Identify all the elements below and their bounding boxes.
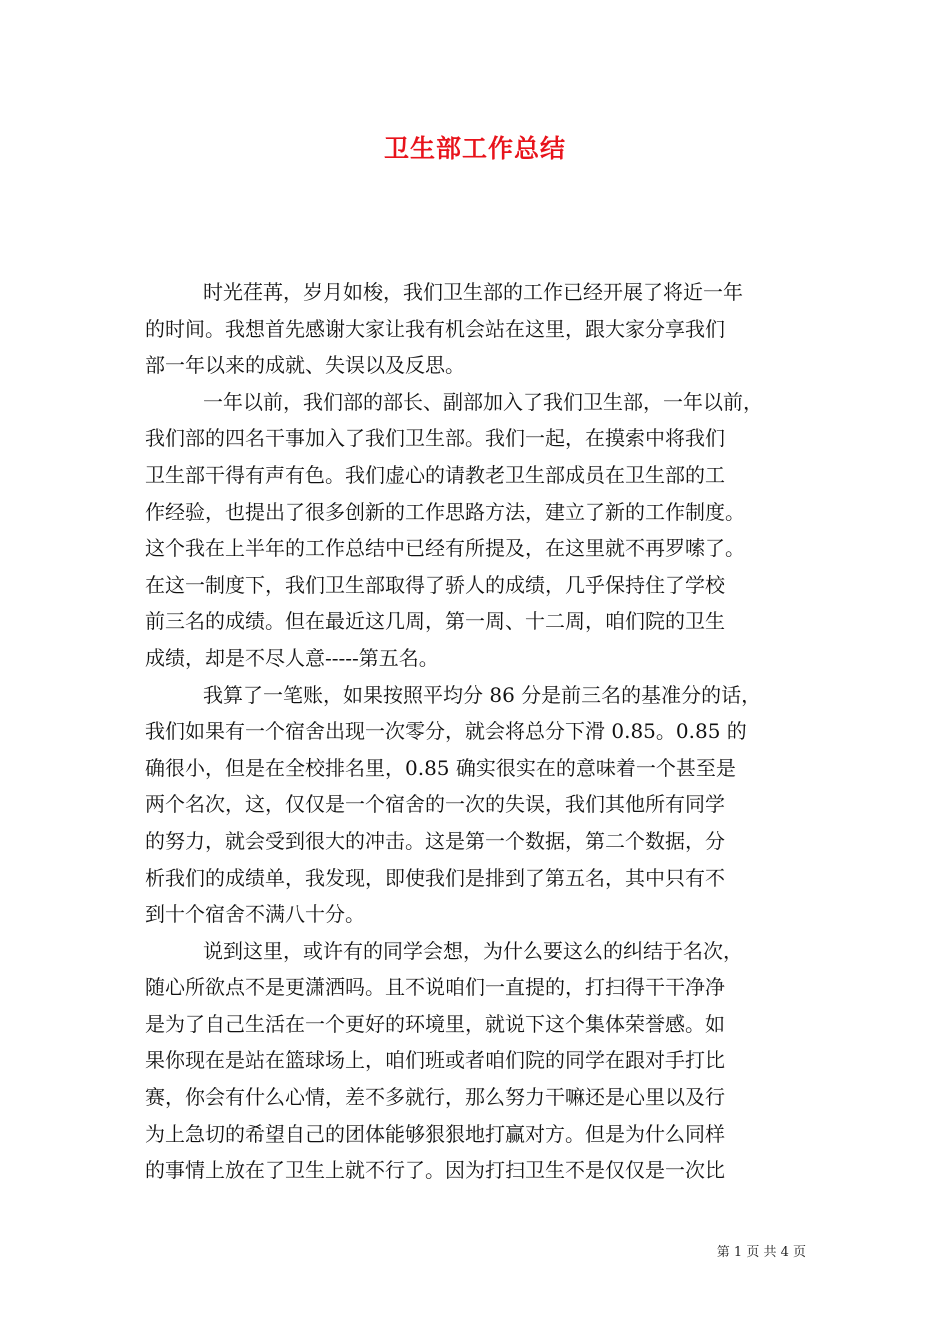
text-line: 前三名的成绩。但在最近这几周，第一周、十二周，咱们院的卫生 — [145, 609, 725, 634]
paragraph-4 — [145, 933, 807, 1189]
text-line: 时光荏苒，岁月如梭，我们卫生部的工作已经开展了将近一年 — [203, 280, 743, 304]
text-line: 卫生部干得有声有色。我们虚心的请教老卫生部成员在卫生部的工 — [145, 462, 725, 487]
text-line: 随心所欲点不是更潇洒吗。且不说咱们一直提的，打扫得干干净净 — [145, 975, 725, 1000]
text-line: 的事情上放在了卫生上就不行了。因为打扫卫生不是仅仅是一次比 — [145, 1158, 725, 1183]
paragraph-3 — [145, 677, 807, 933]
paragraph-2 — [145, 384, 807, 677]
text-line: 部一年以来的成就、失误以及反思。 — [145, 353, 465, 378]
text-line: 一年以前，我们部的部长、副部加入了我们卫生部，一年以前， — [203, 389, 763, 414]
paragraph-1 — [145, 274, 807, 384]
text-line: 我们如果有一个宿舍出现一次零分，就会将总分下滑 0.85。0.85 的 — [145, 719, 747, 744]
text-line: 的努力，就会受到很大的冲击。这是第一个数据，第二个数据，分 — [145, 828, 725, 853]
text-line: 说到这里，或许有的同学会想，为什么要这么的纠结于名次， — [203, 938, 743, 963]
text-line: 在这一制度下，我们卫生部取得了骄人的成绩，几乎保持住了学校 — [145, 572, 725, 597]
document-title: 卫生部工作总结 — [383, 134, 566, 163]
text-line: 成绩，却是不尽人意-----第五名。 — [145, 645, 439, 670]
text-line: 作经验，也提出了很多创新的工作思路方法，建立了新的工作制度。 — [145, 499, 745, 524]
text-line: 两个名次，这，仅仅是一个宿舍的一次的失误，我们其他所有同学 — [145, 792, 725, 817]
text-line: 果你现在是站在篮球场上，咱们班或者咱们院的同学在跟对手打比 — [145, 1048, 725, 1073]
text-line: 是为了自己生活在一个更好的环境里，就说下这个集体荣誉感。如 — [145, 1011, 725, 1036]
text-line: 为上急切的希望自己的团体能够狠狠地打赢对方。但是为什么同样 — [145, 1121, 725, 1146]
document-body — [145, 274, 807, 1189]
text-line: 析我们的成绩单，我发现，即使我们是排到了第五名，其中只有不 — [145, 865, 725, 890]
text-line: 确很小，但是在全校排名里，0.85 确实很实在的意味着一个甚至是 — [145, 755, 736, 780]
text-line: 的时间。我想首先感谢大家让我有机会站在这里，跟大家分享我们 — [145, 316, 725, 341]
page-number: 第 1 页 共 4 页 — [716, 1245, 806, 1260]
text-line: 赛，你会有什么心情，差不多就行，那么努力干嘛还是心里以及行 — [145, 1085, 725, 1110]
text-line: 我们部的四名干事加入了我们卫生部。我们一起，在摸索中将我们 — [145, 426, 725, 451]
text-line: 到十个宿舍不满八十分。 — [145, 902, 365, 927]
text-line: 我算了一笔账，如果按照平均分 86 分是前三名的基准分的话， — [203, 682, 762, 707]
text-line: 这个我在上半年的工作总结中已经有所提及，在这里就不再罗嗦了。 — [145, 536, 745, 561]
